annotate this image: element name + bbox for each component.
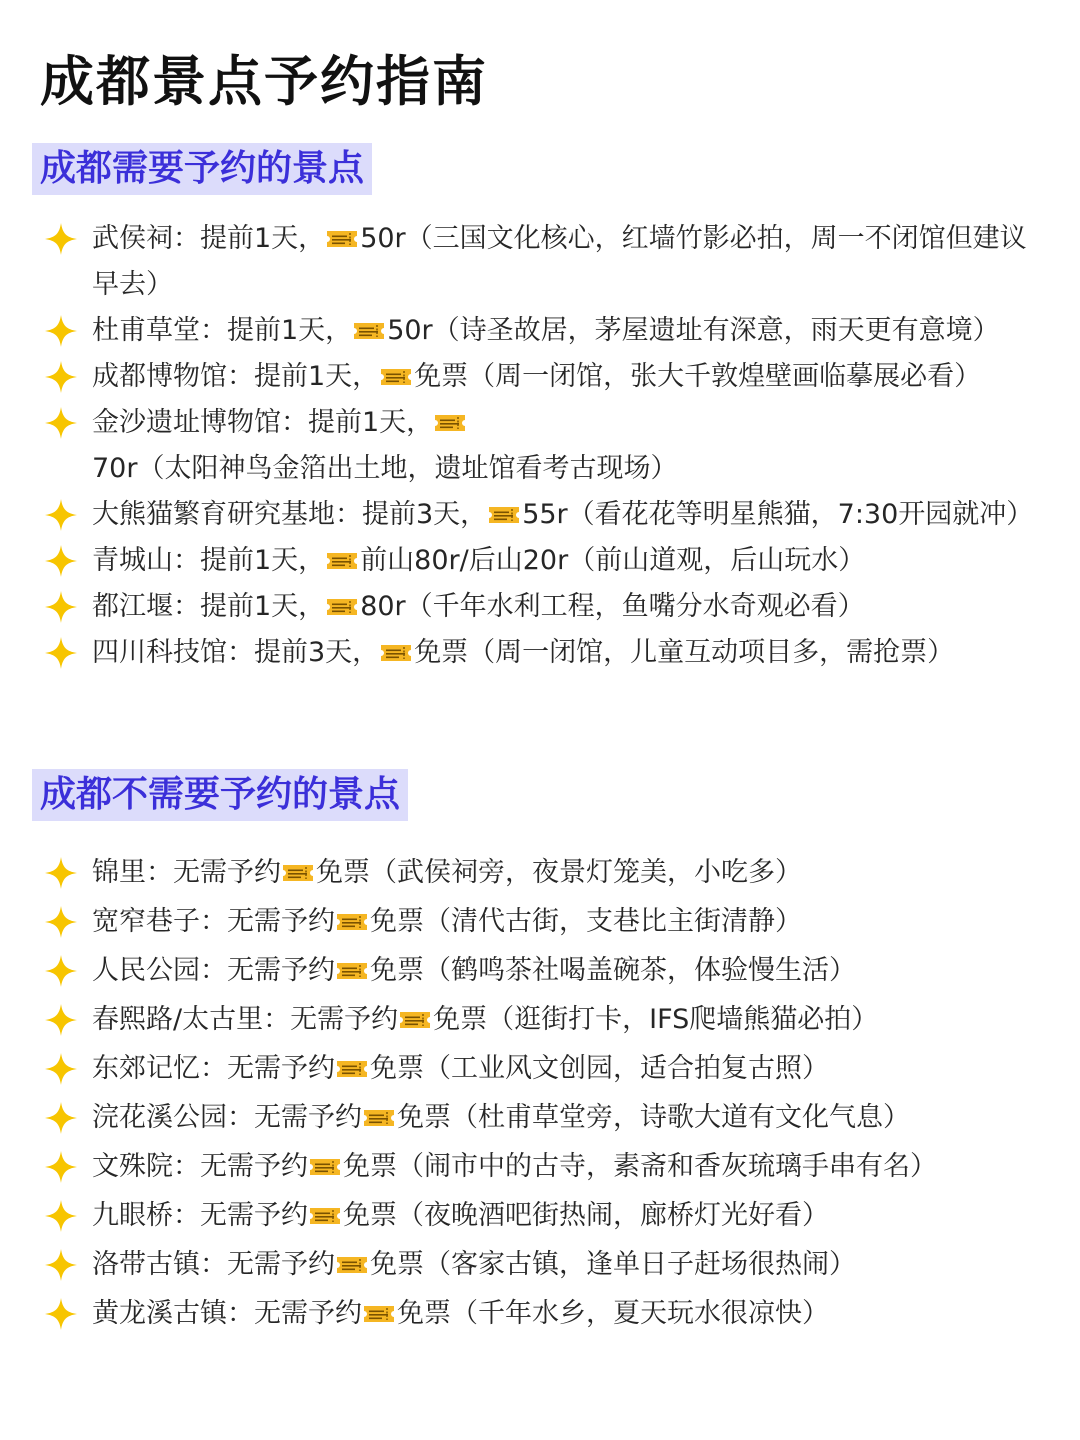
- attraction-item: [40, 492, 1050, 538]
- attraction-price-and-note: 免票（周一闭馆，张大千敦煌壁画临摹展必看）: [414, 361, 982, 392]
- sparkle-icon: [44, 1150, 78, 1184]
- attraction-name-and-booking: 人民公园：无需予约: [92, 955, 335, 986]
- attraction-item: [40, 1240, 1050, 1289]
- ticket-icon: [309, 1158, 341, 1176]
- sparkle-icon: [44, 636, 78, 670]
- attraction-name-and-booking: 杜甫草堂：提前1天，: [92, 315, 353, 346]
- sparkle-icon: [44, 856, 78, 890]
- attraction-price-and-note: 80r（千年水利工程，鱼嘴分水奇观必看）: [360, 591, 865, 622]
- attraction-name-and-booking: 青城山：提前1天，: [92, 545, 326, 576]
- sparkle-icon: [44, 905, 78, 939]
- sparkle-icon: [44, 1199, 78, 1233]
- ticket-icon: [434, 414, 466, 432]
- attraction-item: [40, 1142, 1050, 1191]
- attraction-item: [40, 1093, 1050, 1142]
- sparkle-icon: [44, 406, 78, 440]
- attraction-item: [40, 897, 1050, 946]
- attraction-price-and-note: 免票（鹤鸣茶社喝盖碗茶，体验慢生活）: [370, 955, 856, 986]
- attraction-price-and-note: 免票（夜晚酒吧街热闹，廊桥灯光好看）: [343, 1200, 829, 1231]
- attraction-price-and-note: 前山80r/后山20r（前山道观，后山玩水）: [360, 545, 866, 576]
- attraction-item: [40, 1044, 1050, 1093]
- attraction-item: [40, 354, 1050, 400]
- attraction-price-and-note: 免票（周一闭馆，儿童互动项目多，需抢票）: [414, 637, 955, 668]
- attraction-name-and-booking: 文殊院：无需予约: [92, 1151, 308, 1182]
- attraction-item: [40, 946, 1050, 995]
- attraction-name-and-booking: 黄龙溪古镇：无需予约: [92, 1298, 362, 1329]
- ticket-icon: [363, 1109, 395, 1127]
- ticket-icon: [326, 552, 358, 570]
- attraction-item: [40, 995, 1050, 1044]
- ticket-icon: [399, 1011, 431, 1029]
- attraction-price-and-note: 免票（工业风文创园，适合拍复古照）: [370, 1053, 829, 1084]
- attraction-item: [40, 400, 1050, 492]
- sparkle-icon: [44, 498, 78, 532]
- ticket-icon: [336, 913, 368, 931]
- ticket-icon: [488, 506, 520, 524]
- attraction-price-and-note: 70r（太阳神鸟金箔出土地，遗址馆看考古现场）: [92, 453, 678, 484]
- attraction-item: [40, 1191, 1050, 1240]
- sparkle-icon: [44, 1003, 78, 1037]
- reservation-required-list: [40, 216, 1050, 676]
- attraction-item: [40, 584, 1050, 630]
- attraction-price-and-note: 免票（武侯祠旁，夜景灯笼美，小吃多）: [316, 857, 802, 888]
- ticket-icon: [336, 1256, 368, 1274]
- attraction-name-and-booking: 浣花溪公园：无需予约: [92, 1102, 362, 1133]
- attraction-name-and-booking: 东郊记忆：无需予约: [92, 1053, 335, 1084]
- attraction-name-and-booking: 锦里：无需予约: [92, 857, 281, 888]
- attraction-price-and-note: 免票（杜甫草堂旁，诗歌大道有文化气息）: [397, 1102, 910, 1133]
- sparkle-icon: [44, 360, 78, 394]
- attraction-price-and-note: 50r（诗圣故居，茅屋遗址有深意，雨天更有意境）: [387, 315, 1000, 346]
- section-heading-no-reservation: 成都不需要予约的景点: [32, 769, 408, 821]
- page-title: 成都景点予约指南: [40, 50, 488, 113]
- sparkle-icon: [44, 222, 78, 256]
- attraction-price-and-note: 免票（闹市中的古寺，素斋和香灰琉璃手串有名）: [343, 1151, 937, 1182]
- attraction-name-and-booking: 洛带古镇：无需予约: [92, 1249, 335, 1280]
- no-reservation-list: [40, 848, 1050, 1338]
- attraction-price-and-note: 免票（客家古镇，逢单日子赶场很热闹）: [370, 1249, 856, 1280]
- attraction-name-and-booking: 宽窄巷子：无需予约: [92, 906, 335, 937]
- attraction-price-and-note: 50r（三国文化核心，红墙竹影必拍，周一不闭馆但建议早去）: [92, 223, 1027, 300]
- attraction-price-and-note: 55r（看花花等明星熊猫，7:30开园就冲）: [522, 499, 1034, 530]
- attraction-name-and-booking: 九眼桥：无需予约: [92, 1200, 308, 1231]
- sparkle-icon: [44, 1248, 78, 1282]
- ticket-icon: [282, 864, 314, 882]
- ticket-icon: [326, 230, 358, 248]
- sparkle-icon: [44, 1297, 78, 1331]
- ticket-icon: [380, 368, 412, 386]
- sparkle-icon: [44, 544, 78, 578]
- attraction-item: [40, 216, 1050, 308]
- ticket-icon: [309, 1207, 341, 1225]
- ticket-icon: [353, 322, 385, 340]
- attraction-item: [40, 308, 1050, 354]
- section-heading-reservation-required: 成都需要予约的景点: [32, 143, 372, 195]
- sparkle-icon: [44, 314, 78, 348]
- ticket-icon: [380, 644, 412, 662]
- sparkle-icon: [44, 1052, 78, 1086]
- ticket-icon: [326, 598, 358, 616]
- attraction-name-and-booking: 金沙遗址博物馆：提前1天，: [92, 407, 434, 438]
- attraction-name-and-booking: 大熊猫繁育研究基地：提前3天，: [92, 499, 488, 530]
- ticket-icon: [363, 1305, 395, 1323]
- attraction-item: [40, 538, 1050, 584]
- attraction-item: [40, 1289, 1050, 1338]
- attraction-price-and-note: 免票（逛街打卡，IFS爬墙熊猫必拍）: [433, 1004, 879, 1035]
- attraction-name-and-booking: 武侯祠：提前1天，: [92, 223, 326, 254]
- ticket-icon: [336, 962, 368, 980]
- attraction-name-and-booking: 四川科技馆：提前3天，: [92, 637, 380, 668]
- attraction-item: [40, 630, 1050, 676]
- sparkle-icon: [44, 1101, 78, 1135]
- sparkle-icon: [44, 590, 78, 624]
- attraction-name-and-booking: 成都博物馆：提前1天，: [92, 361, 380, 392]
- ticket-icon: [336, 1060, 368, 1078]
- attraction-name-and-booking: 都江堰：提前1天，: [92, 591, 326, 622]
- attraction-price-and-note: 免票（清代古街，支巷比主街清静）: [370, 906, 802, 937]
- attraction-name-and-booking: 春熙路/太古里：无需予约: [92, 1004, 399, 1035]
- attraction-price-and-note: 免票（千年水乡，夏天玩水很凉快）: [397, 1298, 829, 1329]
- sparkle-icon: [44, 954, 78, 988]
- attraction-item: [40, 848, 1050, 897]
